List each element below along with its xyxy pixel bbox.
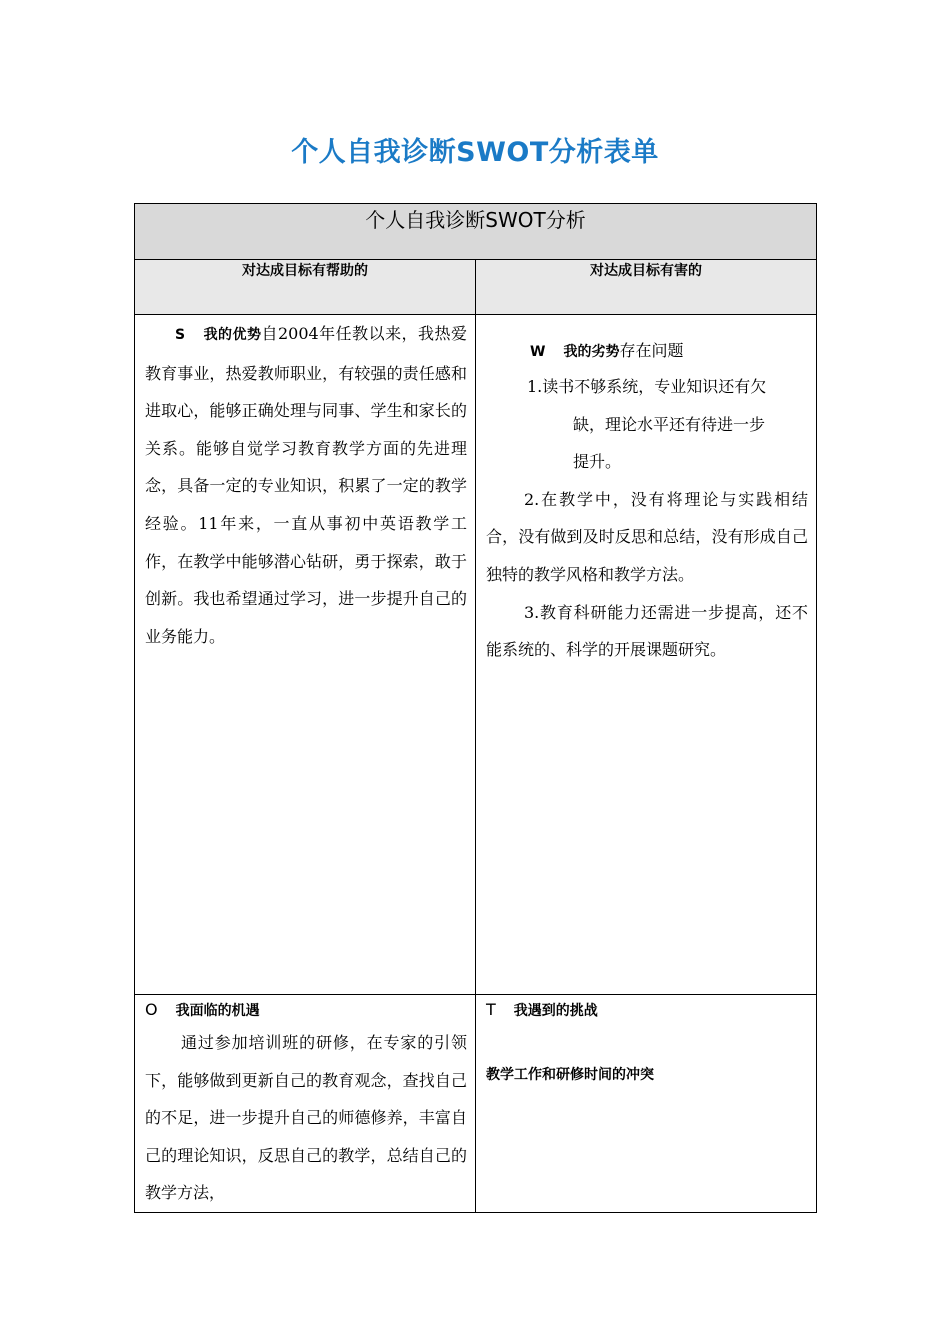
strengths-label: 我的优势 [203,327,262,343]
weaknesses-cell [476,315,817,995]
threats-label: 我遇到的挑战 [513,1003,598,1019]
weaknesses-letter: W [530,344,546,360]
table-header: 个人自我诊断SWOT分析 [135,204,817,260]
column-helpful: 对达成目标有帮助的 [135,260,476,315]
threats-heading [486,997,808,1024]
swot-table [134,203,817,1213]
weakness-item-2: 2.在教学中，没有将理论与实践相结合，没有做到及时反思和总结，没有形成自己独特的教学风格和教学方法。 [486,489,808,584]
weakness-item-1 [486,368,808,481]
strengths-letter: S [175,327,186,343]
opportunities-threats-row [135,995,817,1213]
threats-cell [476,995,817,1213]
threats-text: 教学工作和研修时间的冲突 [486,1067,654,1083]
column-header-row [135,260,817,315]
weaknesses-label-suffix: 存在问题 [619,341,684,360]
opportunities-cell [135,995,476,1213]
threats-letter: T [486,1000,496,1019]
opportunities-letter: O [145,1000,158,1019]
table-header-row [135,204,817,260]
strengths-cell [135,315,476,995]
opportunities-label: 我面临的机遇 [175,1003,260,1019]
strengths-weaknesses-row [135,315,817,995]
weakness-item-1-line-1: 1.读书不够系统，专业知识还有欠 [527,377,767,396]
strengths-text: 自2004年任教以来，我热爱教育事业，热爱教师职业，有较强的责任感和进取心，能够正确处理与同事、学生和家长的关系。能够自觉学习教育教学方面的先进理念，具备一定的专业知识，积累了一定的教学经验。11年来，一直从事初中英语教学工作，在教学中能够潜心钻研，勇于探索，敢于创新。我也希望通过学习，进一步提升自己的业务能力。 [145,324,467,646]
weakness-item-1-line-2: 缺，理论水平还有待进一步 [573,414,766,434]
weakness-item-3: 3.教育科研能力还需进一步提高，还不能系统的、科学的开展课题研究。 [486,602,808,660]
opportunities-text: 通过参加培训班的研修，在专家的引领下，能够做到更新自己的教育观念，查找自己的不足，进一步提升自己的师德修养，丰富自己的理论知识，反思自己的教学，总结自己的教学方法， [145,1033,467,1203]
weaknesses-label: 我的劣势 [563,344,620,360]
weaknesses-heading [530,335,808,368]
opportunities-heading [145,997,467,1024]
document-title: 个人自我诊断SWOT分析表单 [291,137,659,168]
column-harmful: 对达成目标有害的 [476,260,817,315]
weakness-item-1-line-3: 提升。 [573,452,622,472]
strengths-paragraph [145,315,467,655]
